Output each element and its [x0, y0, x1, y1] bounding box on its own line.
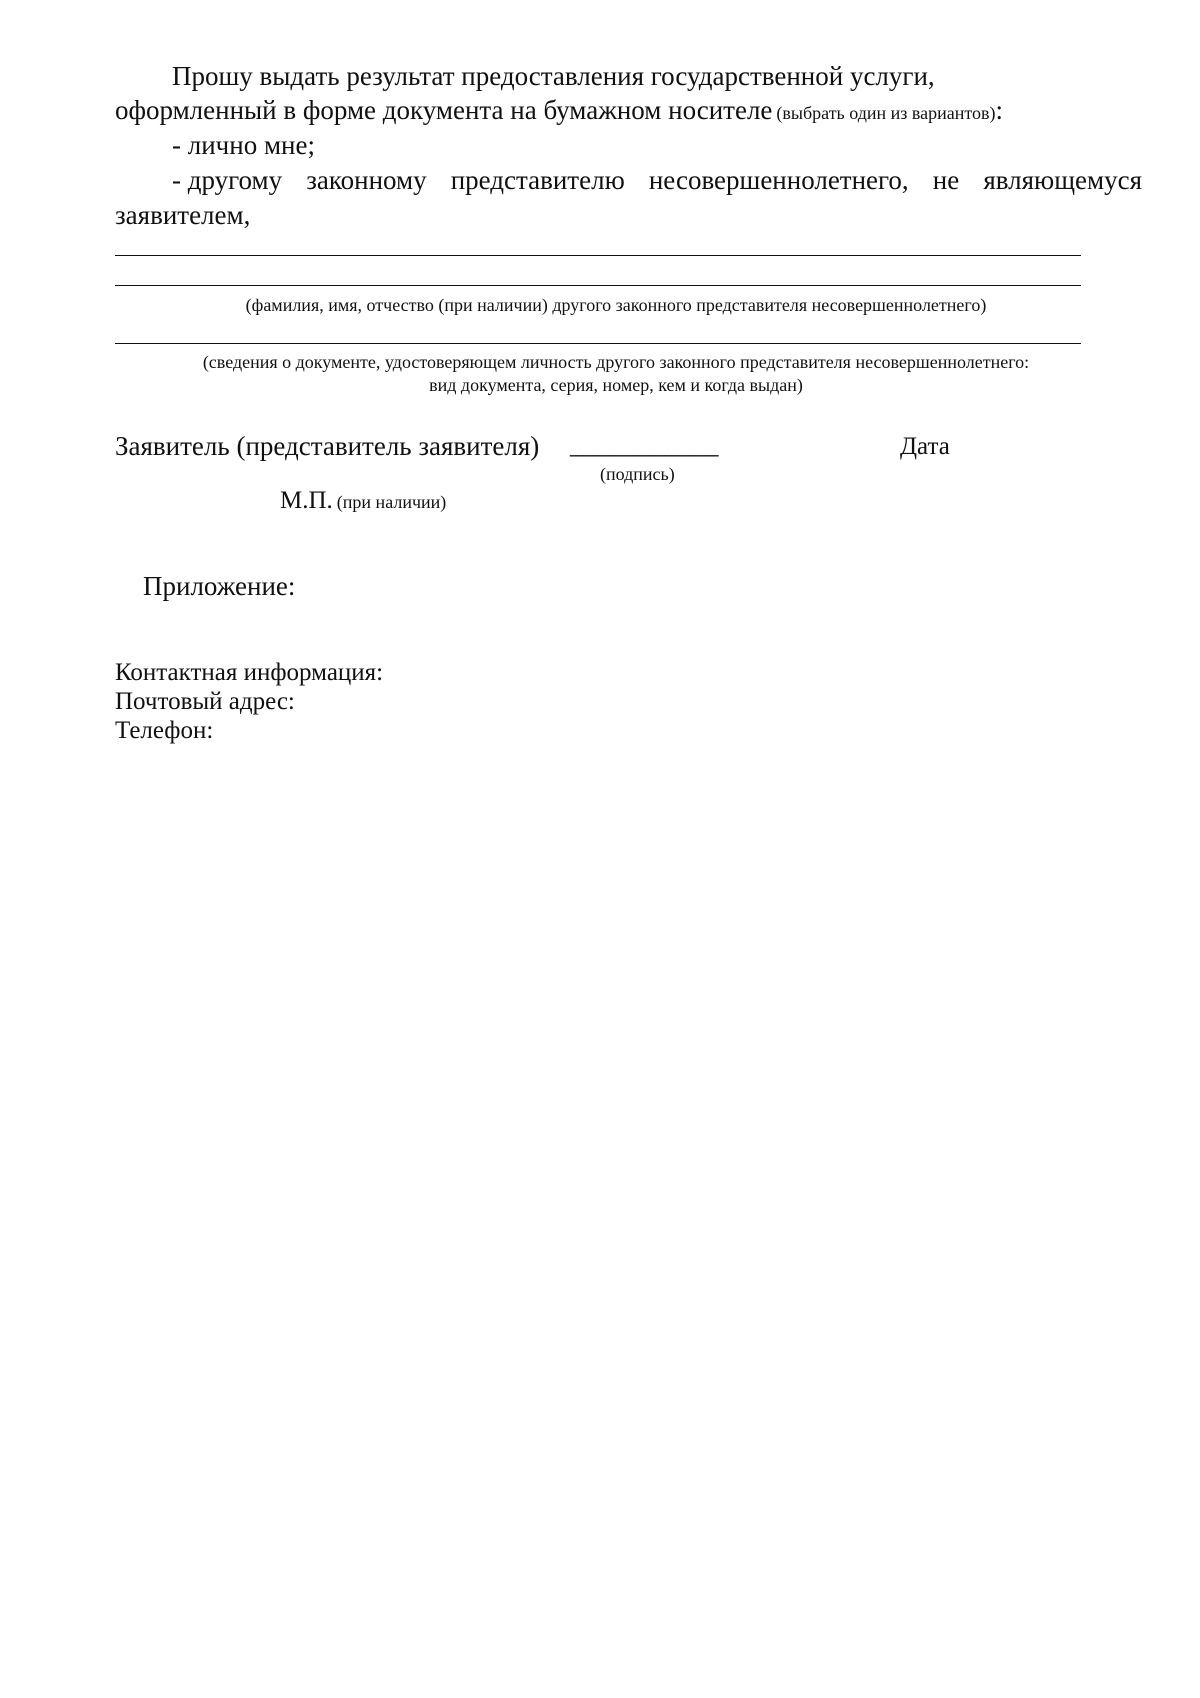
option-personally: - лично мне;: [172, 130, 315, 160]
request-line-1: Прошу выдать результат предоставления государственной услуги,: [172, 61, 935, 91]
option-word: не: [932, 165, 960, 195]
request-line-2: [115, 94, 1003, 126]
request-line-2-text: оформленный в форме документа на бумажном носителе: [115, 95, 773, 125]
fill-line-document[interactable]: [115, 343, 1081, 344]
seal-label: М.П.: [280, 487, 333, 514]
request-line-2-note: (выбрать один из вариантов): [776, 103, 996, 123]
option-other-representative-cont: заявителем,: [115, 200, 251, 230]
signature-caption: (подпись): [600, 464, 675, 484]
seal-note: (при наличии): [336, 492, 447, 512]
option-word: законному: [306, 165, 427, 195]
signature-blank[interactable]: ___________: [570, 429, 719, 459]
fill-line-fio-1[interactable]: [115, 255, 1081, 256]
option-word: являющемуся: [983, 165, 1142, 195]
date-label: Дата: [900, 433, 950, 460]
applicant-label: Заявитель (представитель заявителя): [115, 431, 540, 461]
attachment-label: Приложение:: [143, 571, 296, 601]
caption-document-2: вид документа, серия, номер, кем и когда выдан): [429, 375, 803, 395]
seal-placeholder: [280, 486, 446, 516]
option-word: несовершеннолетнего,: [648, 165, 909, 195]
request-line-2-colon: :: [995, 95, 1004, 125]
contacts-title: Контактная информация:: [115, 659, 384, 686]
contacts-phone: Телефон:: [115, 717, 214, 744]
option-other-representative: [172, 164, 1142, 196]
option-word: представителю: [450, 165, 625, 195]
caption-document-1: (сведения о документе, удостоверяющем личность другого законного представителя несовершеннолетнего:: [202, 352, 1030, 372]
option-word: - другому: [172, 165, 283, 195]
fill-line-fio-2[interactable]: [115, 285, 1081, 286]
contacts-postal: Почтовый адрес:: [115, 688, 295, 715]
caption-fio: (фамилия, имя, отчество (при наличии) другого законного представителя несовершеннолетнего): [245, 295, 987, 315]
